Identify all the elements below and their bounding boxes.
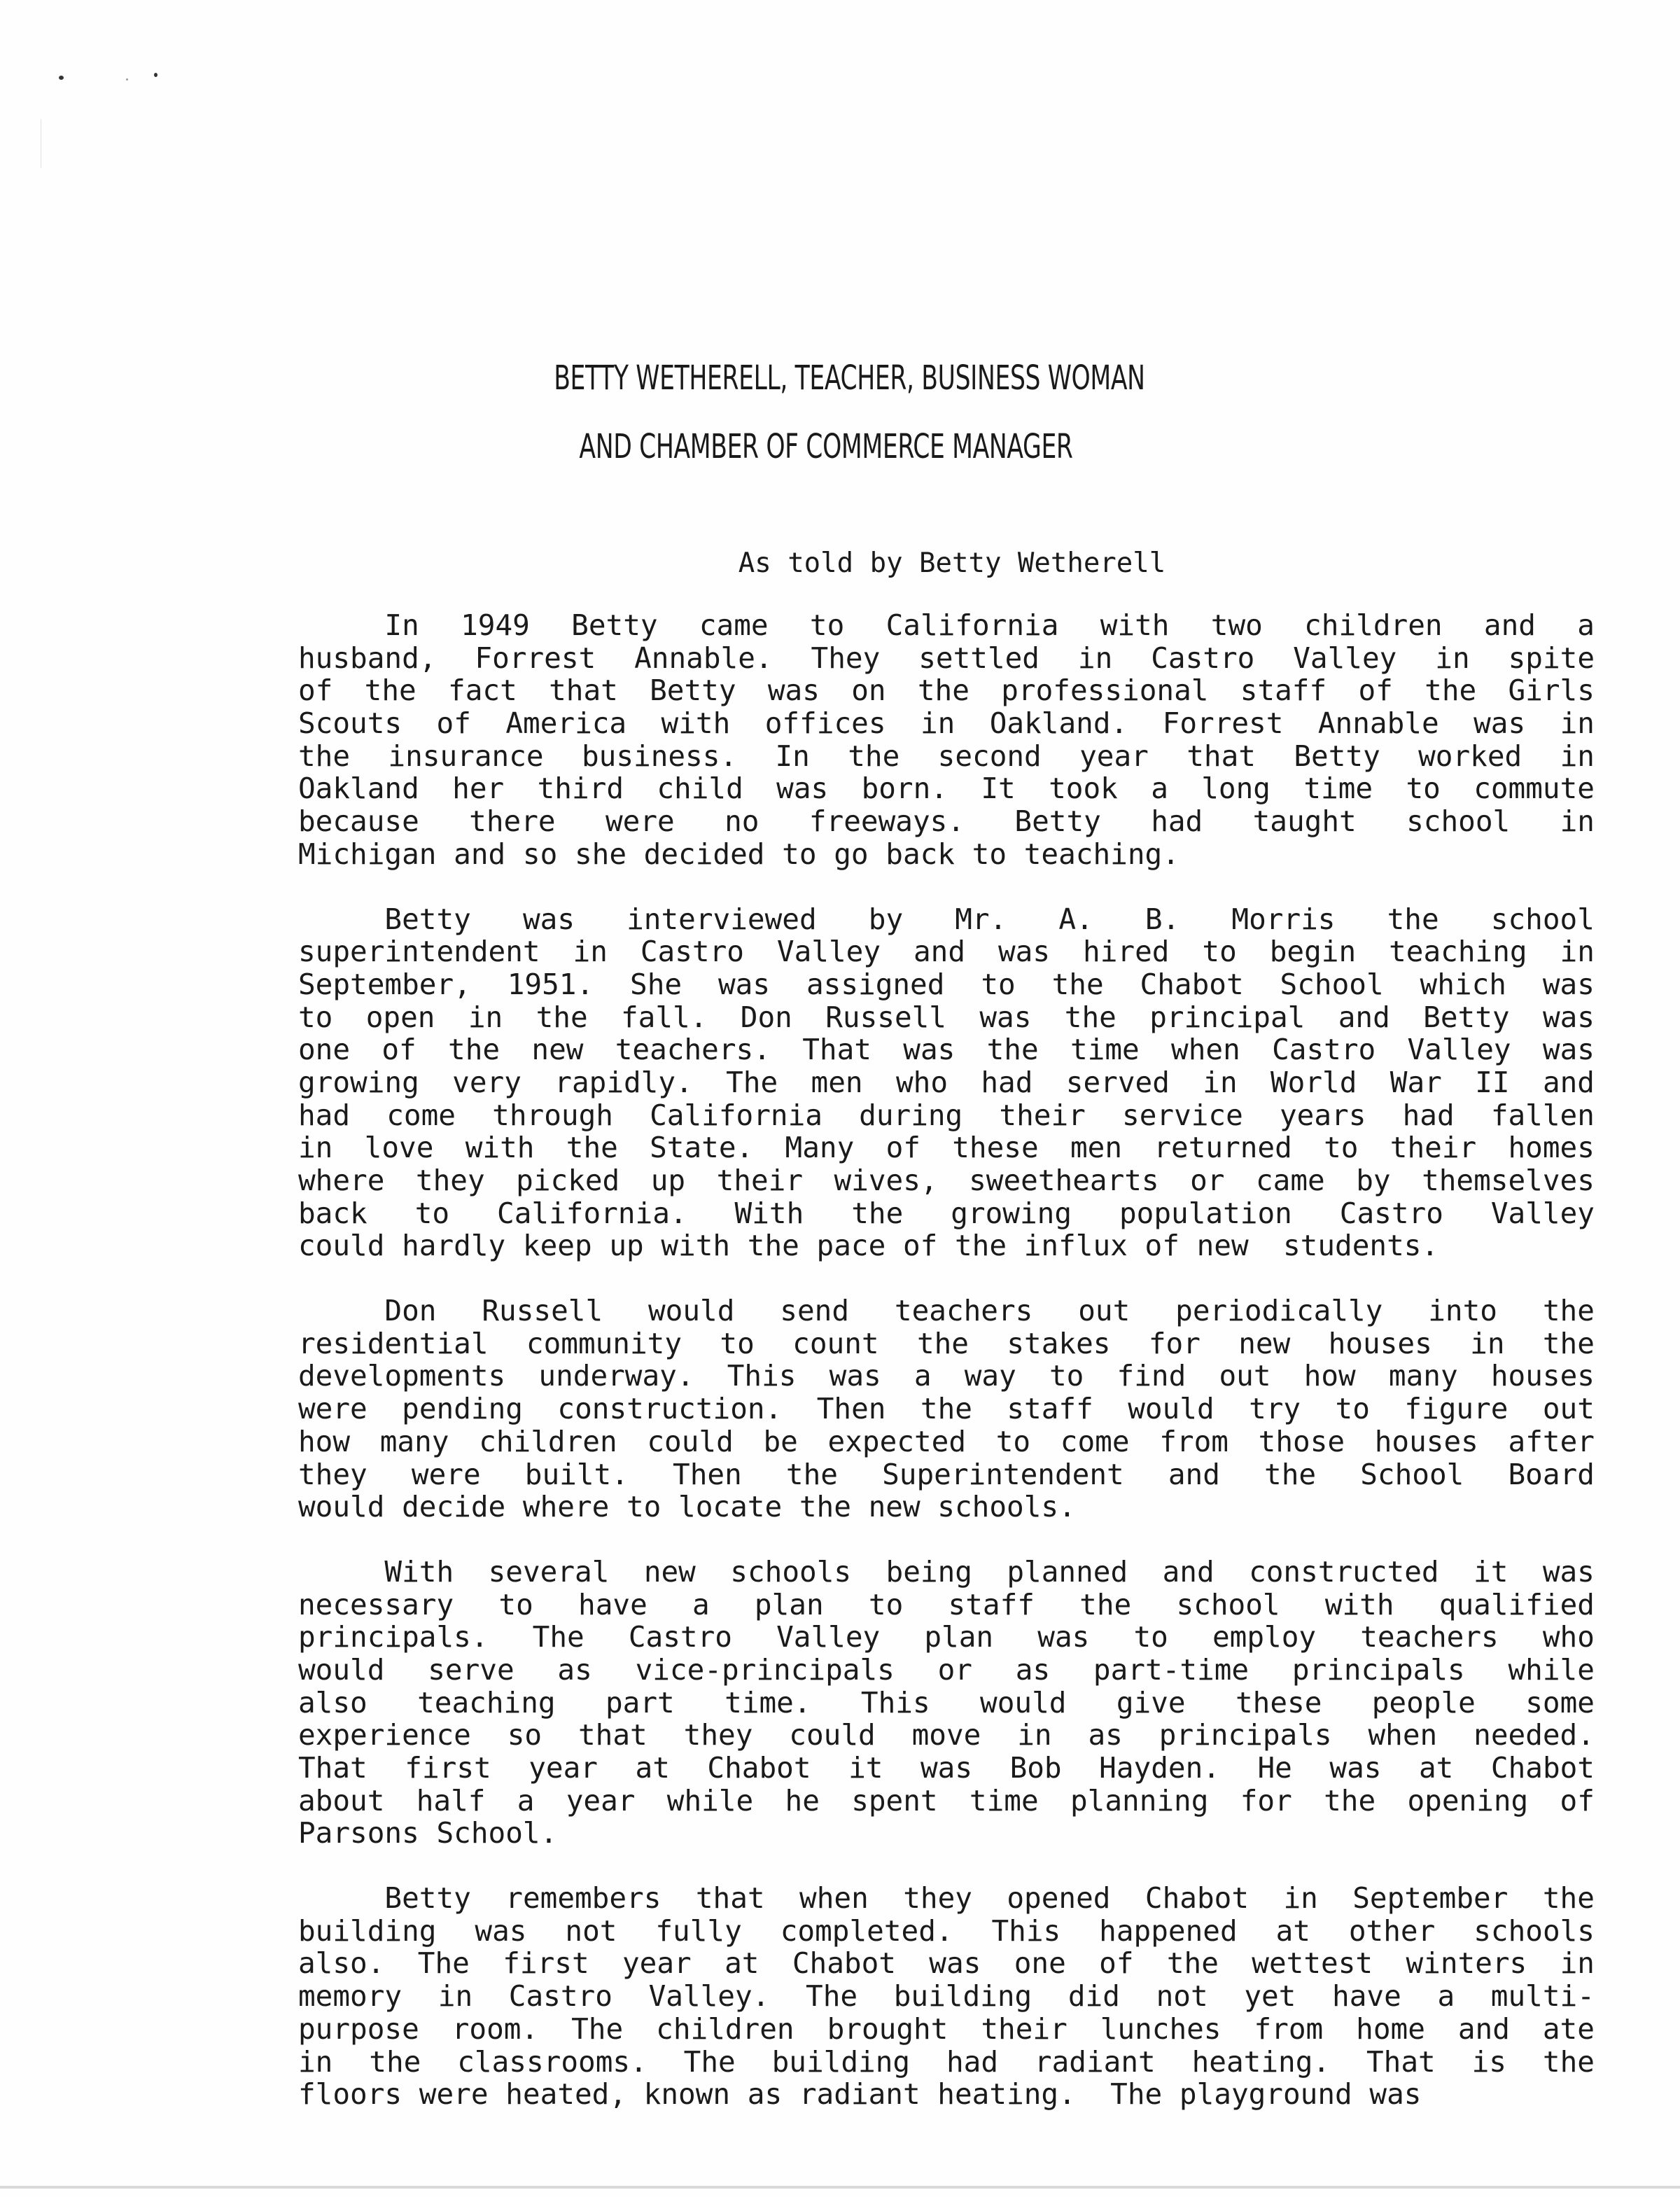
text-line: necessary to have a plan to staff the school with qualified [298, 1587, 1595, 1621]
text-line: one of the new teachers. That was the time when Castro Valley was [298, 1033, 1595, 1067]
text-line: Scouts of America with offices in Oakland. Forrest Annable was in [298, 706, 1595, 741]
text-line: Don Russell would send teachers out periodically into the [384, 1294, 1595, 1328]
text-line: also. The first year at Chabot was one of the wettest winters in [298, 1946, 1595, 1981]
text-line: growing very rapidly. The men who had served in World War II and [298, 1065, 1595, 1099]
text-line: also teaching part time. This would give these people some [298, 1685, 1595, 1720]
text-line: about half a year while he spent time planning for the opening of [298, 1783, 1595, 1818]
text-line: to open in the fall. Don Russell was the principal and Betty was [298, 1000, 1595, 1034]
text-line: Michigan and so she decided to go back to teaching. [298, 837, 1180, 871]
text-line: back to California. With the growing population Castro Valley [298, 1196, 1595, 1230]
text-line: superintendent in Castro Valley and was hired to begin teaching in [298, 935, 1595, 969]
text-line: of the fact that Betty was on the professional staff of the Girls [298, 674, 1595, 708]
scan-speck [59, 76, 64, 80]
document-title-line-1: BETTY WETHERELL, TEACHER, BUSINESS WOMAN [554, 358, 1145, 398]
text-line: would decide where to locate the new schools. [298, 1490, 1076, 1524]
text-line: That first year at Chabot it was Bob Hayden. He was at Chabot [298, 1751, 1595, 1785]
text-line: With several new schools being planned and constructed it was [384, 1554, 1595, 1589]
text-line: floors were heated, known as radiant heating. The playground was [298, 2077, 1422, 2112]
document-body [298, 609, 1595, 2143]
text-line: they were built. Then the Superintendent and the School Board [298, 1457, 1595, 1491]
text-line: where they picked up their wives, sweethearts or came by themselves [298, 1164, 1595, 1197]
text-line: because there were no freeways. Betty had taught school in [298, 804, 1595, 839]
text-line: in love with the State. Many of these men returned to their homes [298, 1131, 1595, 1165]
text-line: September, 1951. She was assigned to the Chabot School which was [298, 967, 1595, 1001]
text-line: the insurance business. In the second year that Betty worked in [298, 739, 1595, 773]
byline: As told by Betty Wetherell [738, 547, 1166, 579]
text-line: In 1949 Betty came to California with two children and a [384, 608, 1595, 642]
text-line: in the classrooms. The building had radiant heating. That is the [298, 2044, 1595, 2079]
scan-speck [126, 78, 128, 81]
paragraph-3 [298, 1295, 1595, 1523]
text-line: Betty was interviewed by Mr. A. B. Morris the school [384, 902, 1595, 936]
text-line: were pending construction. Then the staff would try to figure out [298, 1392, 1595, 1426]
text-line: building was not fully completed. This happened at other schools [298, 1913, 1595, 1948]
text-line: Parsons School. [298, 1816, 558, 1850]
text-line: had come through California during their service years had fallen [298, 1098, 1595, 1132]
text-line: could hardly keep up with the pace of the influx of new students. [298, 1229, 1439, 1263]
text-line: would serve as vice-principals or as part-time principals while [298, 1652, 1595, 1687]
text-line: principals. The Castro Valley plan was to employ teachers who [298, 1620, 1595, 1654]
paragraph-1 [298, 609, 1595, 871]
scan-speck [154, 73, 158, 77]
text-line: how many children could be expected to come from those houses after [298, 1424, 1595, 1458]
paragraph-2 [298, 903, 1595, 1263]
text-line: Oakland her third child was born. It took a long time to commute [298, 772, 1595, 806]
text-line: developments underway. This was a way to find out how many houses [298, 1359, 1595, 1393]
paragraph-4 [298, 1556, 1595, 1850]
text-line: purpose room. The children brought their lunches from home and ate [298, 2011, 1595, 2046]
document-title-line-2: AND CHAMBER OF COMMERCE MANAGER [579, 427, 1073, 466]
text-line: experience so that they could move in as principals when needed. [298, 1718, 1595, 1752]
page-bottom-edge [0, 2186, 1680, 2189]
paragraph-5 [298, 1882, 1595, 2111]
text-line: Betty remembers that when they opened Chabot in September the [384, 1881, 1595, 1916]
text-line: residential community to count the stakes for new houses in the [298, 1326, 1595, 1360]
text-line: husband, Forrest Annable. They settled in Castro Valley in spite [298, 641, 1595, 675]
text-line: memory in Castro Valley. The building did not yet have a multi- [298, 1979, 1595, 2014]
